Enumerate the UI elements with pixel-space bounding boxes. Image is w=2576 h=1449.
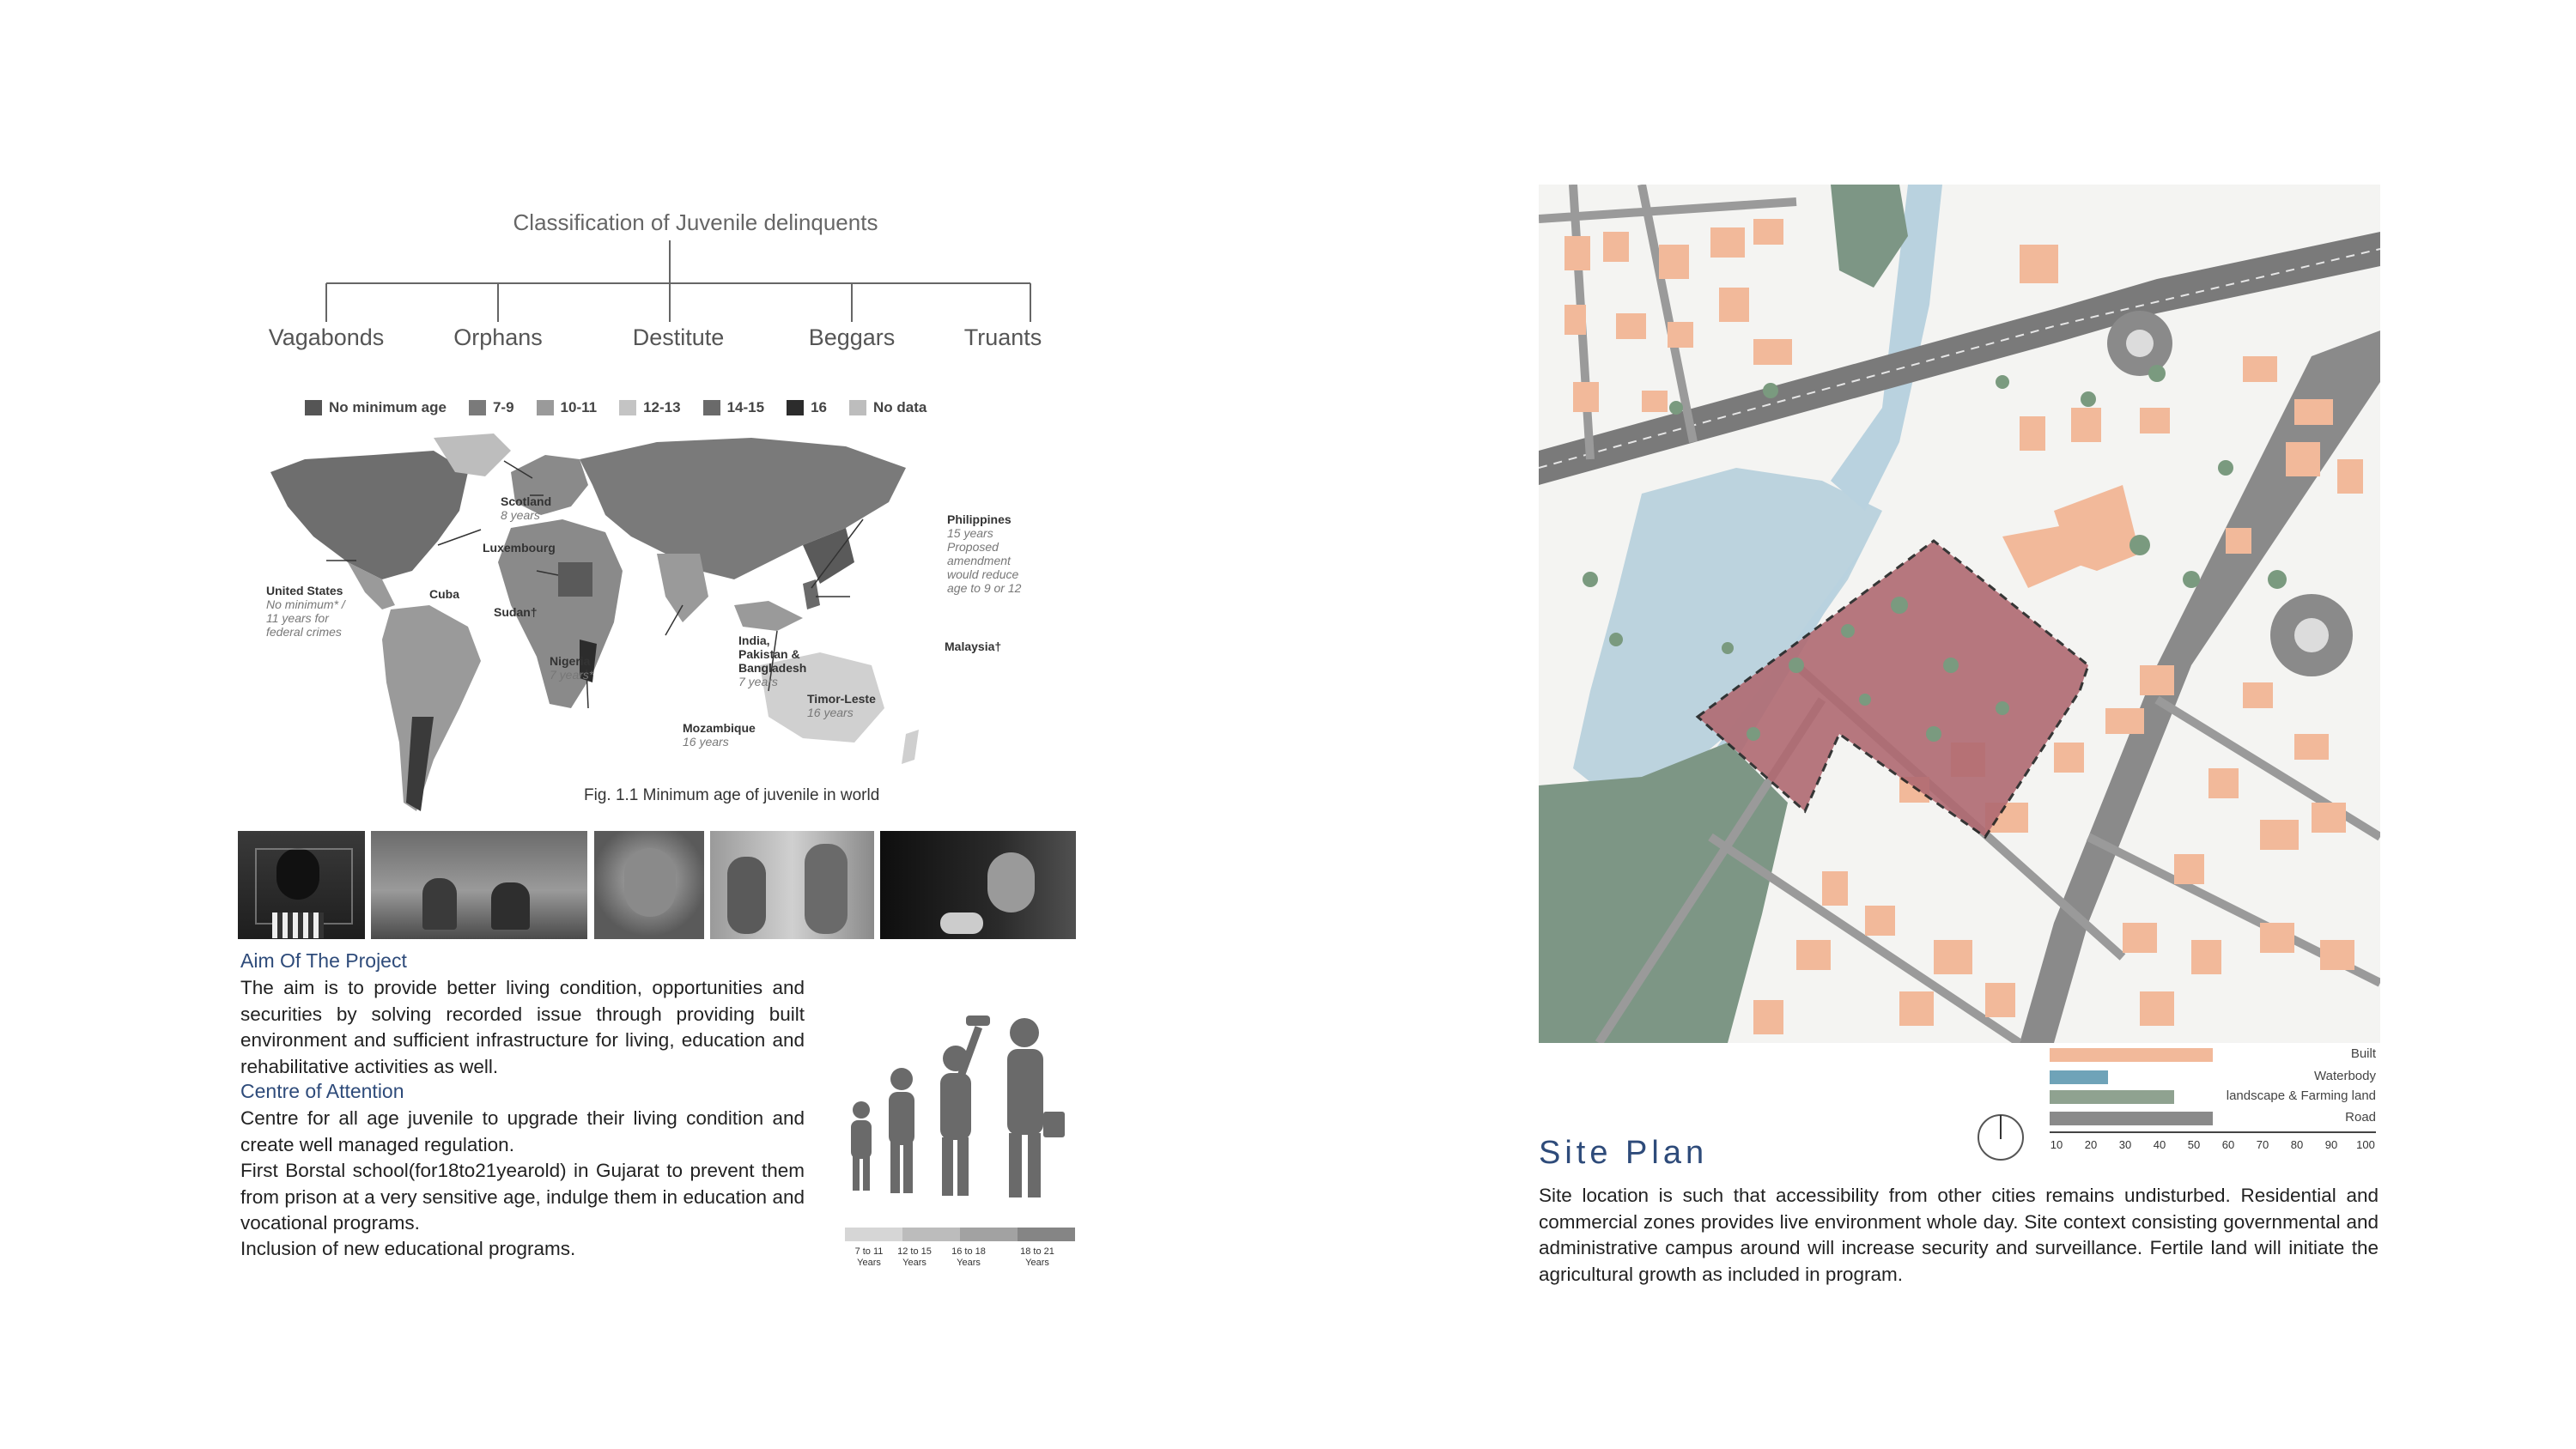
- scale-tick: 100: [2356, 1138, 2375, 1151]
- legend-row-landscape: [2050, 1086, 2376, 1106]
- legend-item: [305, 399, 447, 416]
- tree-item-vagabonds: Vagabonds: [268, 324, 385, 350]
- legend-swatch: [619, 400, 636, 415]
- map-label-india: [738, 634, 820, 688]
- aim-text: The aim is to provide better living condition, opportunities and securities by solving recorded issue through providing built environment and sufficient infrastructure for living, education and rehabilitative activities as well.: [240, 977, 805, 1077]
- asia: [580, 438, 906, 579]
- map-label-us: [266, 584, 361, 639]
- legend-swatch: [703, 400, 720, 415]
- legend-row-waterbody: [2050, 1066, 2376, 1086]
- legend-label-waterbody: Waterbody: [2314, 1069, 2376, 1083]
- map-legend: [305, 399, 927, 416]
- scale-axis: [2050, 1131, 2376, 1133]
- photo-children-slum: [371, 831, 587, 939]
- world-map: [253, 433, 1026, 828]
- map-label-nigeria: [550, 654, 593, 682]
- site-plan-map: [1539, 185, 2380, 1043]
- site-legend: [2050, 1046, 2376, 1125]
- scale-tick: 60: [2221, 1138, 2235, 1151]
- legend-swatch: [849, 400, 866, 415]
- scale-tick: 30: [2118, 1138, 2132, 1151]
- scale-tick: 50: [2187, 1138, 2201, 1151]
- legend-label: 7-9: [492, 399, 514, 415]
- site-plan-title: Site Plan: [1539, 1135, 1709, 1171]
- centre-heading: Centre of Attention: [240, 1080, 404, 1102]
- map-label-text: Mozambique: [683, 721, 756, 735]
- age-label: 16 to 18 Years: [951, 1246, 986, 1268]
- map-label-sub: No minimum* / 11 years for federal crimes: [266, 597, 345, 639]
- map-label-sub: 7 years: [738, 675, 778, 688]
- south-america: [382, 605, 481, 811]
- adult-silhouette: [1010, 1018, 1039, 1047]
- scale-tick: 80: [2290, 1138, 2304, 1151]
- age-label: 18 to 21 Years: [1020, 1246, 1054, 1268]
- legend-label-landscape: landscape & Farming land: [2226, 1088, 2376, 1103]
- tree-item-truants: Truants: [963, 324, 1042, 350]
- figure-caption: Fig. 1.1 Minimum age of juvenile in world: [584, 786, 880, 804]
- age-bar-seg: [845, 1228, 902, 1241]
- classification-tree-lines: [318, 240, 1073, 335]
- legend-swatch: [305, 400, 322, 415]
- legend-label-road: Road: [2345, 1110, 2376, 1125]
- legend-label: 12-13: [643, 399, 681, 415]
- north-arrow-icon: [1975, 1112, 2026, 1163]
- philippines: [803, 579, 820, 609]
- legend-swatch: [469, 400, 486, 415]
- site-plan-text: Site location is such that accessibility from other cities remains undisturbed. Residential and commercial zones provides live environment whole day. Site context consisting governmental and administrative campus around will increase security and surveillance. Fertile land will initiate the agricultural growth as included in program.: [1539, 1185, 2379, 1285]
- tree-item-orphans: Orphans: [453, 324, 543, 350]
- map-label-malaysia: Malaysia†: [945, 640, 1002, 653]
- map-label-sub: 16 years: [807, 706, 854, 719]
- photo-family-conflict: [710, 831, 874, 939]
- age-bar-seg: [902, 1228, 960, 1241]
- map-label-timor: [807, 692, 876, 719]
- map-label-text: Nigeria: [550, 654, 591, 668]
- map-label-philippines: [947, 512, 1033, 595]
- map-label-cuba: Cuba: [429, 587, 459, 601]
- scale-tick: 90: [2324, 1138, 2338, 1151]
- india: [657, 554, 708, 622]
- map-label-text: United States: [266, 584, 343, 597]
- map-label-scotland: [501, 494, 551, 522]
- age-bar: [845, 1228, 1075, 1241]
- legend-item: [619, 399, 680, 416]
- photo-distressed-girl: [594, 831, 704, 939]
- legend-item: [469, 399, 514, 416]
- legend-item: [537, 399, 598, 416]
- legend-item: [849, 399, 927, 416]
- map-label-sub: 7 years*: [550, 668, 594, 682]
- scale-ticks: [2039, 1138, 2383, 1151]
- map-label-text: Timor-Leste: [807, 692, 876, 706]
- age-bar-seg: [960, 1228, 1018, 1241]
- map-label-sub: 8 years: [501, 508, 540, 522]
- map-label-sub: 16 years: [683, 735, 729, 749]
- legend-item: [787, 399, 827, 416]
- legend-item: [703, 399, 764, 416]
- child-silhouette-1: [853, 1101, 870, 1119]
- map-label-sub: 15 years Proposed amendment would reduce age to 9 or 12: [947, 526, 1022, 595]
- age-silhouettes-graphic: [837, 1009, 1078, 1210]
- legend-label: 14-15: [726, 399, 765, 415]
- classification-title: Classification of Juvenile delinquents: [513, 209, 878, 235]
- child-silhouette-2: [890, 1068, 913, 1090]
- centre-text-3: Inclusion of new educational programs.: [240, 1238, 576, 1259]
- legend-label: No minimum age: [329, 399, 447, 415]
- legend-label: No data: [872, 399, 927, 415]
- aim-heading: Aim Of The Project: [240, 949, 407, 972]
- scale-tick: 20: [2084, 1138, 2098, 1151]
- scale-tick: 70: [2256, 1138, 2269, 1151]
- sudan: [558, 562, 592, 597]
- tree-item-beggars: Beggars: [808, 324, 896, 350]
- legend-label-built: Built: [2350, 1046, 2376, 1061]
- map-label-sudan: Sudan†: [494, 605, 538, 619]
- legend-bar-waterbody: [2050, 1070, 2108, 1084]
- photo-child-tv: [238, 831, 365, 939]
- map-label-text: Scotland: [501, 494, 552, 508]
- legend-row-built: [2050, 1046, 2376, 1066]
- age-bar-seg: [1018, 1228, 1075, 1241]
- scale-tick: 40: [2153, 1138, 2166, 1151]
- map-label-luxembourg: Luxembourg: [483, 541, 556, 555]
- tree-item-destitute: Destitute: [632, 324, 725, 350]
- photo-child-looking-up: [880, 831, 1076, 939]
- legend-label: 10-11: [560, 399, 598, 415]
- age-label: 12 to 15 Years: [897, 1246, 932, 1268]
- legend-swatch: [787, 400, 804, 415]
- new-zealand: [902, 730, 919, 764]
- legend-swatch: [537, 400, 554, 415]
- centre-text-2: First Borstal school(for18to21yearold) in Gujarat to prevent them from prison at a very sensitive age, indulge them in education and vocational programs.: [240, 1160, 805, 1234]
- north-america: [270, 451, 468, 579]
- age-label: 7 to 11 Years: [854, 1246, 884, 1268]
- indonesia: [734, 601, 803, 631]
- map-label-text: Philippines: [947, 512, 1012, 526]
- map-label-mozambique: [683, 721, 756, 749]
- legend-label: 16: [811, 399, 827, 415]
- map-label-text: India, Pakistan & Bangladesh: [738, 634, 807, 675]
- centre-text-1: Centre for all age juvenile to upgrade their living condition and create well managed regulation.: [240, 1107, 805, 1155]
- legend-row-road: [2050, 1106, 2376, 1125]
- scale-tick: 10: [2050, 1138, 2063, 1151]
